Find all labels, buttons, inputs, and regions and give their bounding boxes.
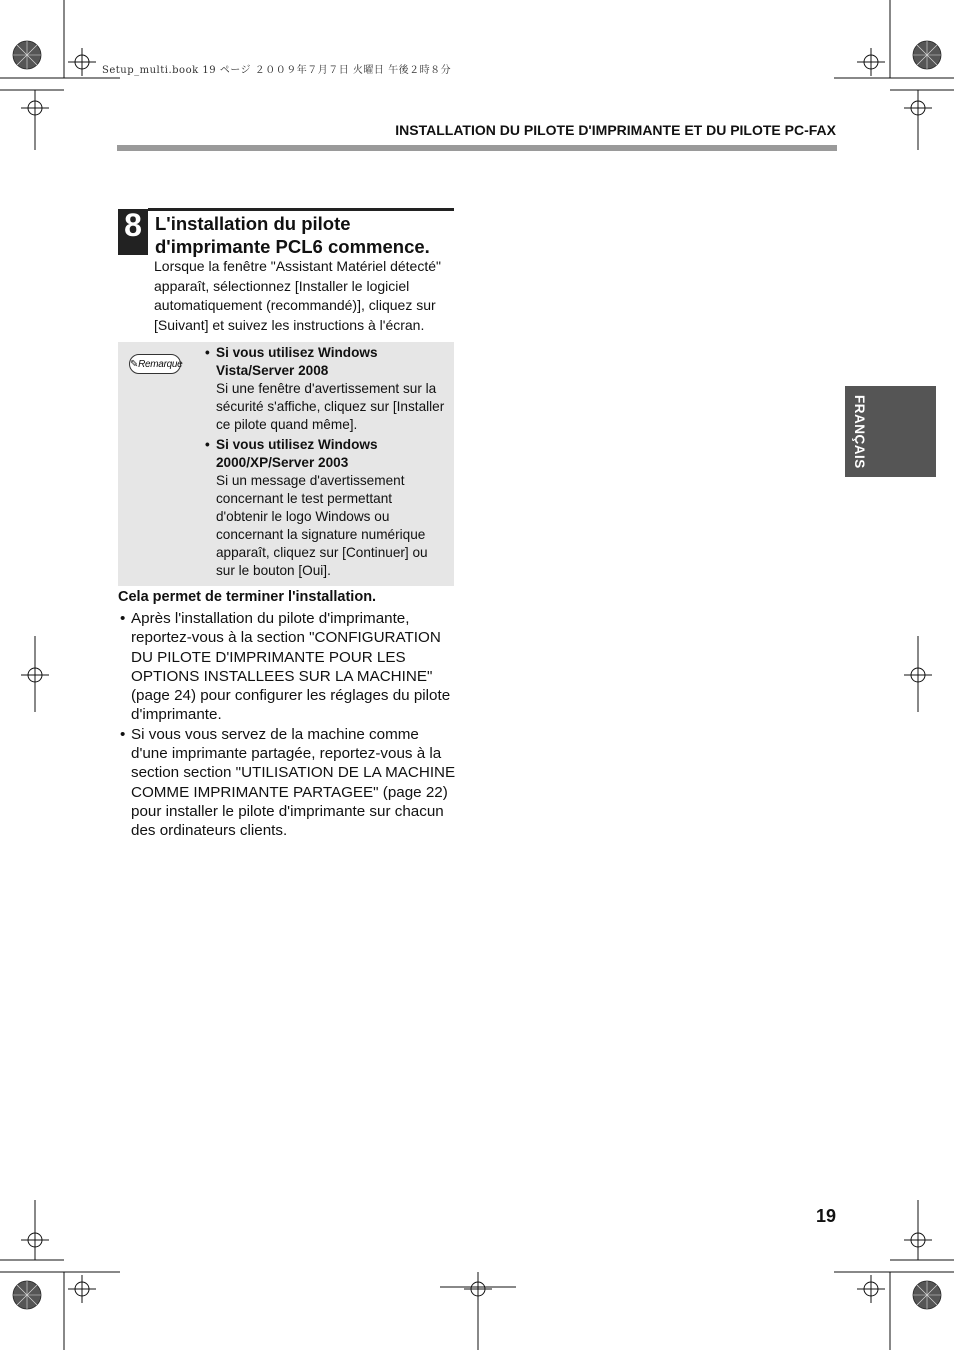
step-title xyxy=(155,212,455,258)
step-title-line-1: L'installation du pilote xyxy=(155,213,351,234)
page-number: 19 xyxy=(815,1206,836,1226)
note-list xyxy=(205,344,445,582)
completion-bullet: • Après l'installation du pilote d'imprimante, reportez-vous à la section "CONFIGURATION DU PILOTE D'IMPRIMANTE POUR LES OPTIONS INSTALLEES SUR LA MACHINE" (page 24) pour configurer les réglages du pilote d'imprimante. xyxy=(118,609,458,725)
completion-bullet: • Si vous vous servez de la machine comme d'une imprimante partagée, reportez-vous à la section section "UTILISATION DE LA MACHINE COMME IMPRIMANTE PARTAGEE" (page 22) pour installer le pilote d'imprimante sur chacun des ordinateurs clients. xyxy=(118,725,458,841)
pencil-icon: ✎ xyxy=(130,359,139,370)
note-badge xyxy=(129,354,181,374)
completion-list xyxy=(118,609,458,841)
language-tab-label: FRANÇAIS xyxy=(852,394,867,469)
note-item xyxy=(205,436,445,580)
note-item xyxy=(205,344,445,434)
step-title-line-2: d'imprimante PCL6 commence. xyxy=(155,236,430,257)
running-header: INSTALLATION DU PILOTE D'IMPRIMANTE ET DU PILOTE PC-FAX xyxy=(395,122,836,138)
print-metadata: Setup_multi.book 19 ページ ２００９年７月７日 火曜日 午後２時８分 xyxy=(102,65,452,76)
header-rule xyxy=(117,145,837,151)
note-item-text: Si une fenêtre d'avertissement sur la sécurité s'affiche, cliquez sur [Installer ce pilote quand même]. xyxy=(216,381,445,432)
note-item-text: Si un message d'avertissement concernant le test permettant d'obtenir le logo Windows ou concernant la signature numérique apparaît, cliquez sur [Continuer] ou sur le bouton [Oui]. xyxy=(216,473,428,578)
note-item-title: • Si vous utilisez Windows Vista/Server 2008 xyxy=(216,345,378,378)
note-badge-label: Remarque xyxy=(138,359,183,370)
completion-heading: Cela permet de terminer l'installation. xyxy=(118,589,377,605)
step-body: Lorsque la fenêtre "Assistant Matériel détecté" apparaît, sélectionnez [Installer le logiciel automatiquement (recommandé)], cliquez sur [Suivant] et suivez les instructions à l'écran. xyxy=(154,258,441,333)
note-item-title: • Si vous utilisez Windows 2000/XP/Server 2003 xyxy=(216,437,378,470)
step-rule xyxy=(148,208,454,211)
step-number-badge: 8 xyxy=(118,209,148,255)
